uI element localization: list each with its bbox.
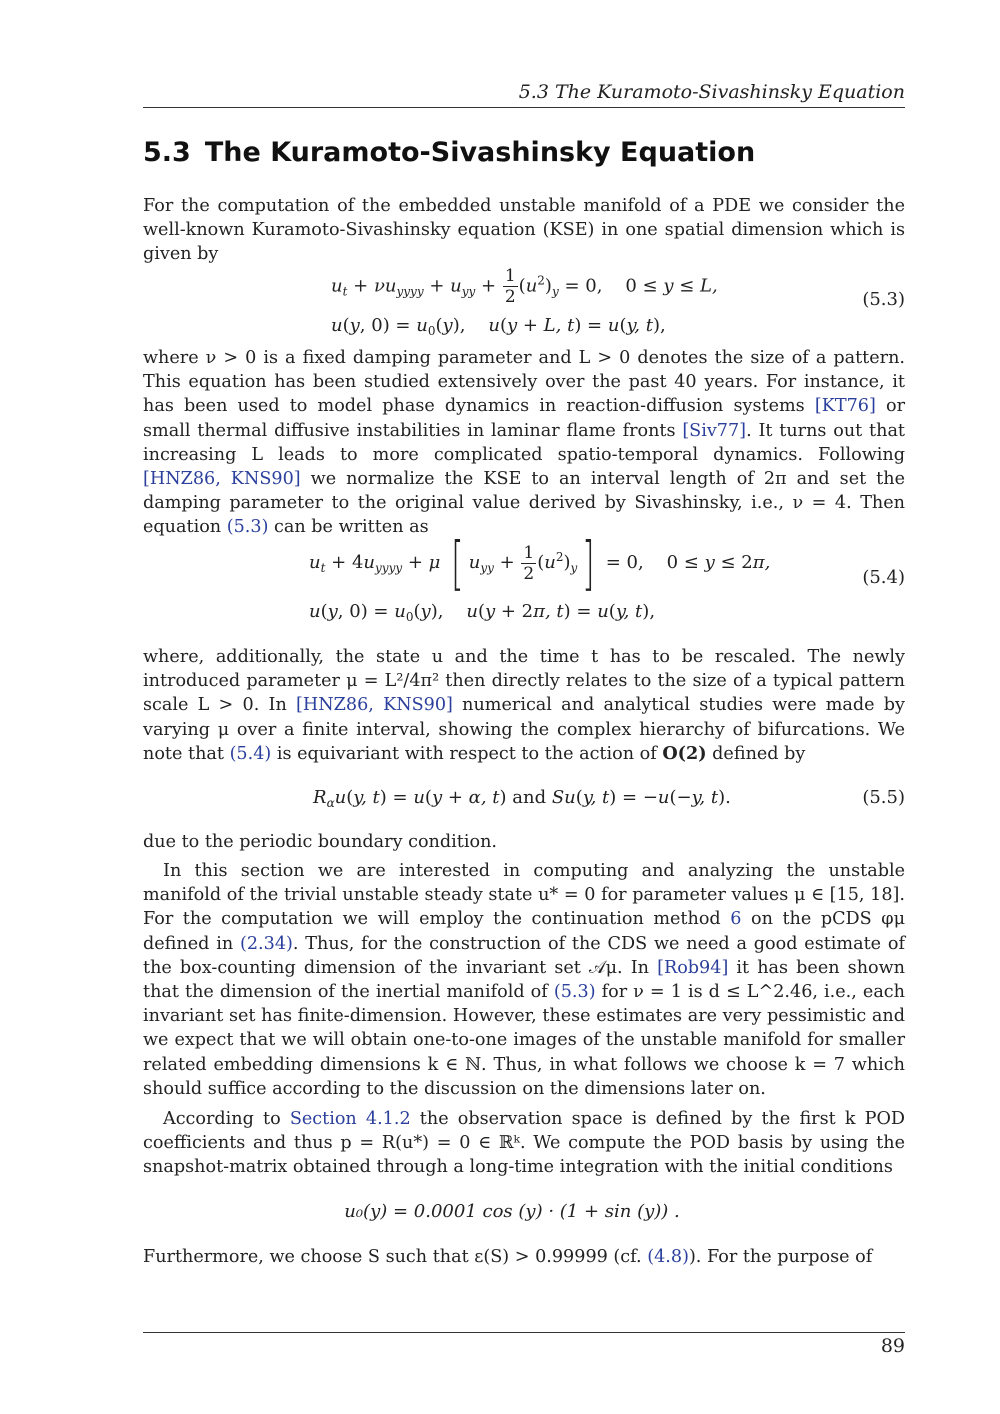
paragraph-intro: For the computation of the embedded unstable manifold of a PDE we consider the well-known Kuramoto-Sivashinsky equation (KSE) in one spatial dimension which is given by: [143, 196, 905, 265]
text-run: ). For the purpose of: [688, 1247, 873, 1267]
text-run: can be written as: [268, 517, 429, 538]
group-symbol: O(2): [662, 742, 707, 764]
page: [143, 0, 905, 1414]
text-run: the observation space is defined by the first k POD coefficients and thus p = R(u*) = 0 ∈ ℝᵏ. We compute the POD basis by using the snapshot-matrix obtained through a long-time integration with the initial conditions: [143, 1109, 905, 1178]
paragraph-rescaling: [143, 645, 905, 766]
text-run: defined by: [706, 743, 806, 764]
equation-number-5-4: (5.4): [862, 567, 905, 588]
eq-5-5-connector: and: [512, 787, 547, 808]
text-run: on the pCDS φμ defined in: [143, 909, 905, 954]
equation-ref-2-34[interactable]: (2.34): [240, 933, 293, 954]
running-header: 5.3 The Kuramoto-Sivashinsky Equation: [518, 81, 905, 103]
eq-5-4-line2: u(y, $0) = u_0(y)$, u(y + 2π, t) = u(y, t),: [309, 601, 656, 624]
equation-5-4: [143, 530, 905, 630]
initial-condition-formula: u₀(y) = 0.0001 cos (y) · (1 + sin (y)) .: [344, 1201, 680, 1222]
text-run: where, additionally, the state u and the time t has to be rescaled. The newly introduced parameter μ = L²/4π² then directly relates to the size of a typical pattern scale L > 0. In: [143, 647, 905, 716]
paragraph-observation-space: [143, 1107, 905, 1180]
citation-kt76[interactable]: [KT76]: [814, 396, 876, 417]
equation-ref-4-8[interactable]: (4.8): [647, 1247, 689, 1267]
citation-siv77[interactable]: [Siv77]: [682, 420, 747, 441]
eq-5-5-line: $R_\alpha u(y$, t) = u(y + α, t) and Su(y, t) = −u(−y, t).: [313, 787, 731, 810]
text-run: According to: [163, 1109, 290, 1129]
equation-ref-5-3-b[interactable]: (5.3): [553, 982, 596, 1003]
text-run: for ν = 1 is d ≤ L^2.46, i.e., each invariant set has finite-dimension. However, these estimates are very pessimistic and we expect that we will obtain one-to-one images of the unstable manifold for smaller related embedding dimensions k ∈ ℕ. Thus, in what follows we choose k = 7 which should suffice according to the discussion on the dimensions later on.: [143, 982, 905, 1099]
text-run: is equivariant with respect to the action of: [271, 743, 663, 764]
footer-rule: [143, 1332, 905, 1333]
header-rule: [143, 107, 905, 108]
text-run: it has been shown that the dimension of the inertial manifold of: [143, 957, 906, 1003]
method-ref-6[interactable]: 6: [730, 909, 742, 930]
text-run: Furthermore, we choose S such that ε(S) > 0.99999 (cf.: [143, 1247, 648, 1267]
paragraph-boundary: due to the periodic boundary condition.: [143, 832, 497, 852]
text-run: . It turns out that increasing L leads to more complicated spatio-temporal dynamics. Following: [143, 420, 905, 465]
equation-initial-condition: [143, 1200, 905, 1226]
equation-number-5-3: (5.3): [862, 289, 905, 310]
citation-rob94[interactable]: [Rob94]: [657, 957, 729, 978]
paragraph-unstable-manifold: [143, 859, 905, 1101]
eq-5-3-line1: $u_t + \nu u_{yyyy} + u_{yy}$ + $\frac{1}{2}$ $(u^2)_y = 0$, 0 ≤ y ≤ L,: [331, 266, 718, 307]
citation-hnz86-kns90[interactable]: [HNZ86, KNS90]: [143, 469, 301, 490]
equation-ref-5-3[interactable]: (5.3): [226, 517, 269, 538]
section-title: [143, 136, 755, 170]
section-ref-4-1-2[interactable]: Section 4.1.2: [289, 1109, 411, 1129]
text-run: or small thermal diffusive instabilities in laminar flame fronts: [143, 396, 905, 441]
section-number: 5.3: [143, 137, 191, 168]
text-run: where ν > 0 is a fixed damping parameter and L > 0 denotes the size of a pattern. This equation has been studied extensively over the past 40 years. For instance, it has been used to model phase dynamics in reaction-diffusion systems: [143, 348, 905, 417]
equation-ref-5-4[interactable]: (5.4): [229, 743, 272, 764]
text-run: we normalize the KSE to an interval length of 2π and set the damping parameter to the original value derived by Sivashinsky, i.e., ν = 4. Then equation: [143, 469, 905, 538]
citation-hnz86-kns90-2[interactable]: [HNZ86, KNS90]: [296, 695, 453, 716]
eq-5-3-line2: u(y, $0) = u_0(y)$, u(y + L, t) = u(y, t),: [331, 315, 666, 338]
eq-5-4-line1: $u_t + 4u_{yyyy} + \mu$ [ $u_{yy}$ + $\frac{1}{2}$ $(u^2)_y] = 0$, 0 ≤ y ≤ 2π,: [309, 529, 771, 597]
paragraph-kse-background: [143, 346, 905, 540]
section-title-text: The Kuramoto-Sivashinsky Equation: [204, 137, 756, 168]
text-run: In this section we are interested in computing and analyzing the unstable manifold of the trivial unstable steady state u* = 0 for parameter values μ ∈ [15, 18]. For the computation we will employ the continuation method: [143, 861, 905, 930]
equation-number-5-5: (5.5): [862, 787, 905, 808]
text-run: numerical and analytical studies were made by varying μ over a finite interval, showing the complex hierarchy of bifurcations. We note that: [143, 695, 905, 764]
text-run: . Thus, for the construction of the CDS we need a good estimate of the box-counting dimension of the invariant set 𝒜μ. In: [143, 933, 905, 978]
page-number: 89: [880, 1335, 905, 1357]
paragraph-furthermore: [143, 1245, 905, 1269]
equation-5-5: [143, 786, 905, 812]
equation-5-3: [143, 262, 905, 340]
